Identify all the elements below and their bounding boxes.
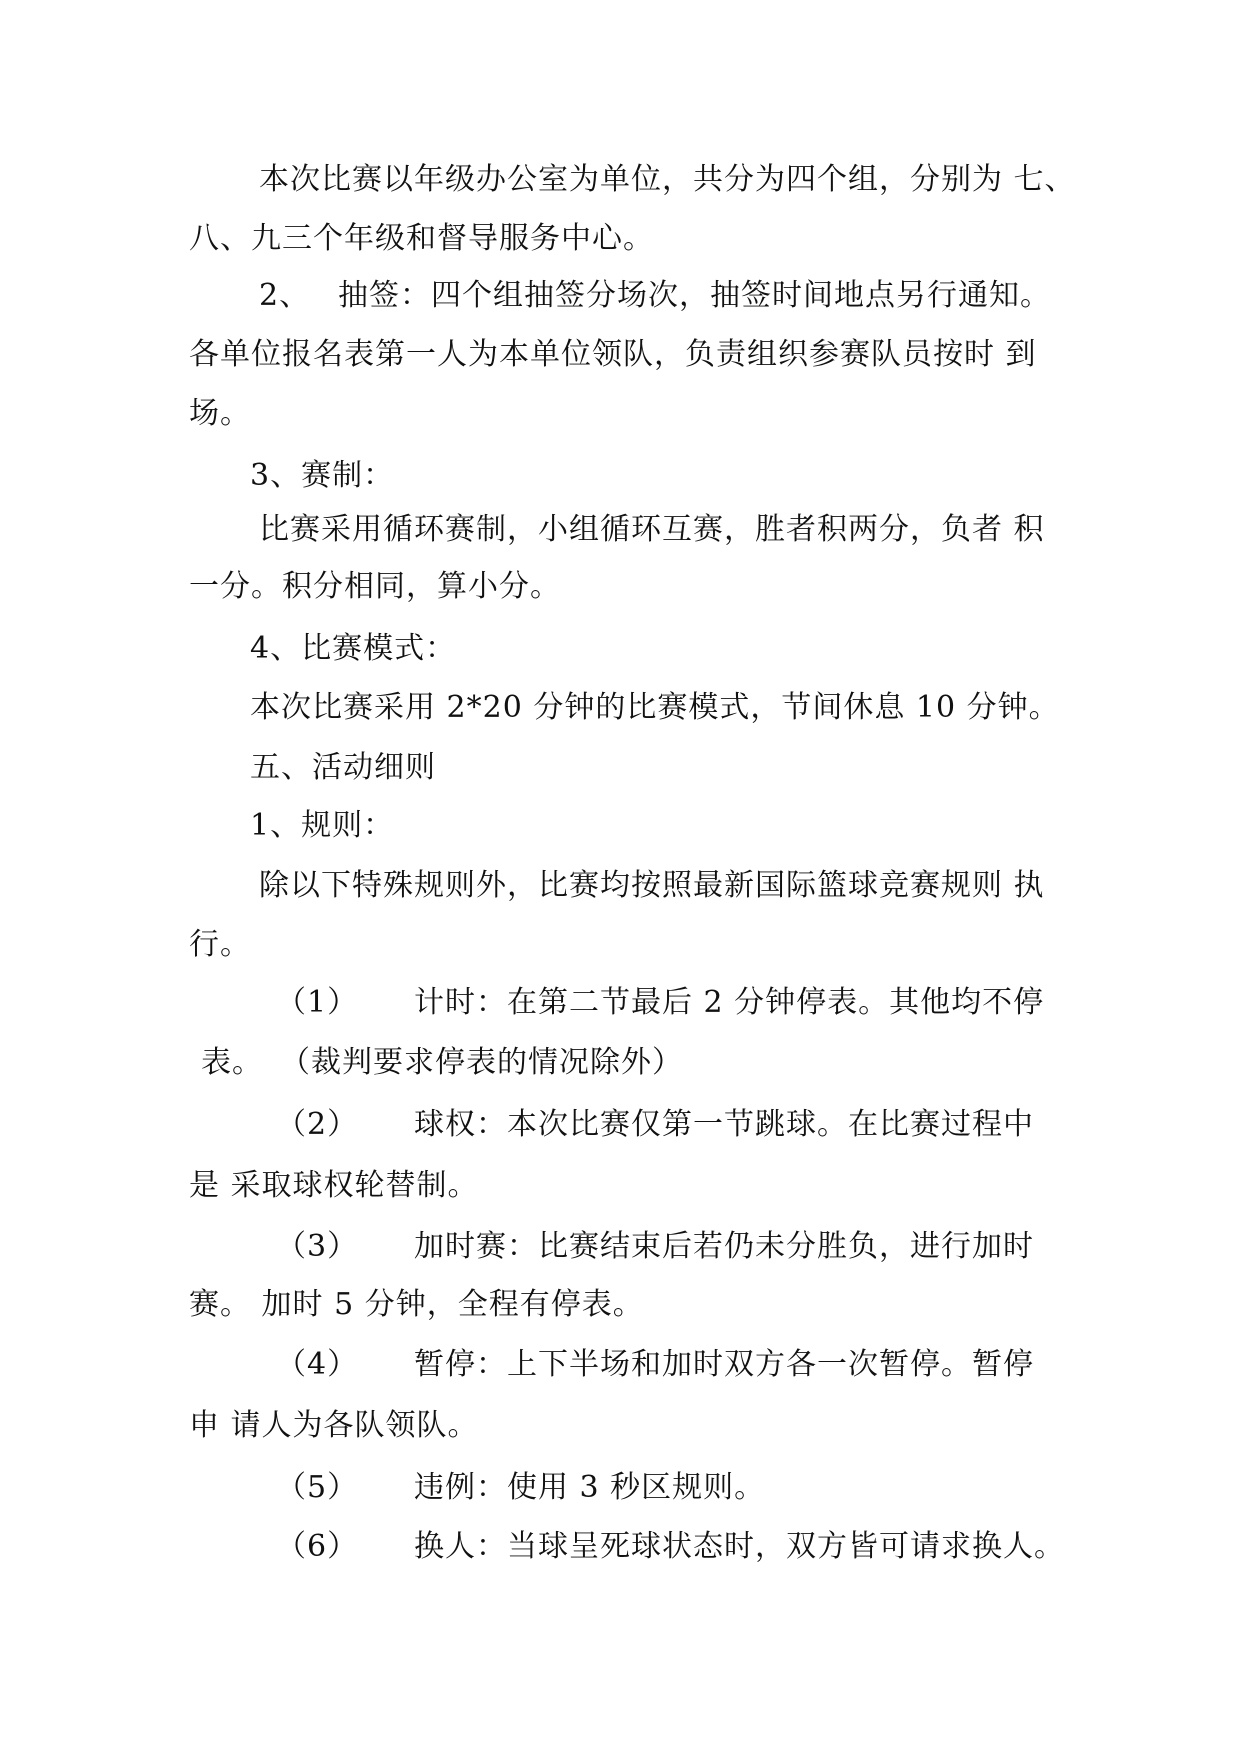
rule-text: 暂停：上下半场和加时双方各一次暂停。暂停 — [414, 1347, 1034, 1382]
line-text: 场。 — [189, 396, 251, 431]
line-text: 一分。积分相同，算小分。 — [189, 569, 561, 604]
line-text: 赛。 加时 5 分钟，全程有停表。 — [189, 1287, 644, 1322]
line-text: 抽签：四个组抽签分场次，抽签时间地点另行通知。 — [338, 278, 1051, 313]
line-text: 除以下特殊规则外，比赛均按照最新国际篮球竞赛规则 执 — [259, 868, 1045, 903]
paragraph-line — [0, 570, 1240, 604]
paragraph-line — [0, 397, 1240, 431]
paragraph-line — [0, 1046, 1240, 1080]
line-text: 申 请人为各队领队。 — [189, 1408, 479, 1443]
heading-text: 五、活动细则 — [250, 750, 436, 785]
rule-number: （2） — [276, 1107, 359, 1142]
rule-text: 计时：在第二节最后 2 分钟停表。其他均不停 — [414, 985, 1045, 1020]
paragraph-line — [0, 691, 1240, 725]
section-heading-mode — [0, 632, 1240, 666]
section-heading-draw — [0, 279, 1240, 313]
rule-text: 球权：本次比赛仅第一节跳球。在比赛过程中 — [414, 1107, 1034, 1142]
rule-item-substitution — [0, 1530, 1240, 1564]
rule-item-possession — [0, 1108, 1240, 1142]
paragraph-line — [0, 869, 1240, 903]
rule-item-timing — [0, 986, 1240, 1020]
rule-text: 换人：当球呈死球状态时，双方皆可请求换人。 — [414, 1529, 1065, 1564]
line-note: （裁判要求停表的情况除外） — [280, 1045, 683, 1080]
paragraph-line — [0, 1409, 1240, 1443]
section-heading-rules — [0, 809, 1240, 843]
line-text: 是 采取球权轮替制。 — [189, 1168, 479, 1203]
line-text: 本次比赛采用 2*20 分钟的比赛模式，节间休息 10 分钟。 — [250, 690, 1060, 725]
paragraph-line — [0, 338, 1240, 372]
heading-text: 3、赛制： — [250, 458, 395, 493]
rule-item-overtime — [0, 1230, 1240, 1264]
line-text: 本次比赛以年级办公室为单位，共分为四个组，分别为 七、 — [259, 162, 1076, 197]
paragraph-line — [0, 928, 1240, 962]
line-text: 行。 — [189, 927, 251, 962]
rule-number: （1） — [276, 985, 359, 1020]
rule-text: 加时赛：比赛结束后若仍未分胜负，进行加时 — [414, 1229, 1034, 1264]
heading-text: 1、规则： — [250, 808, 395, 843]
rule-number: （4） — [276, 1347, 359, 1382]
paragraph-line — [0, 513, 1240, 547]
rule-number: （3） — [276, 1229, 359, 1264]
line-text: 比赛采用循环赛制，小组循环互赛，胜者积两分，负者 积 — [259, 512, 1045, 547]
rule-text: 违例：使用 3 秒区规则。 — [414, 1470, 766, 1505]
rule-number: （6） — [276, 1529, 359, 1564]
item-number: 2、 — [259, 278, 311, 313]
section-heading-details — [0, 751, 1240, 785]
line-text: 表。 — [201, 1045, 263, 1080]
line-text: 各单位报名表第一人为本单位领队，负责组织参赛队员按时 到 — [189, 337, 1037, 372]
rule-item-timeout — [0, 1348, 1240, 1382]
heading-text: 4、比赛模式： — [250, 631, 457, 666]
paragraph-line — [0, 1288, 1240, 1322]
paragraph-line — [0, 163, 1240, 197]
paragraph-line — [0, 222, 1240, 256]
rule-number: （5） — [276, 1470, 359, 1505]
section-heading-format — [0, 459, 1240, 493]
rule-item-violation — [0, 1471, 1240, 1505]
paragraph-line — [0, 1169, 1240, 1203]
line-text: 八、九三个年级和督导服务中心。 — [189, 221, 654, 256]
